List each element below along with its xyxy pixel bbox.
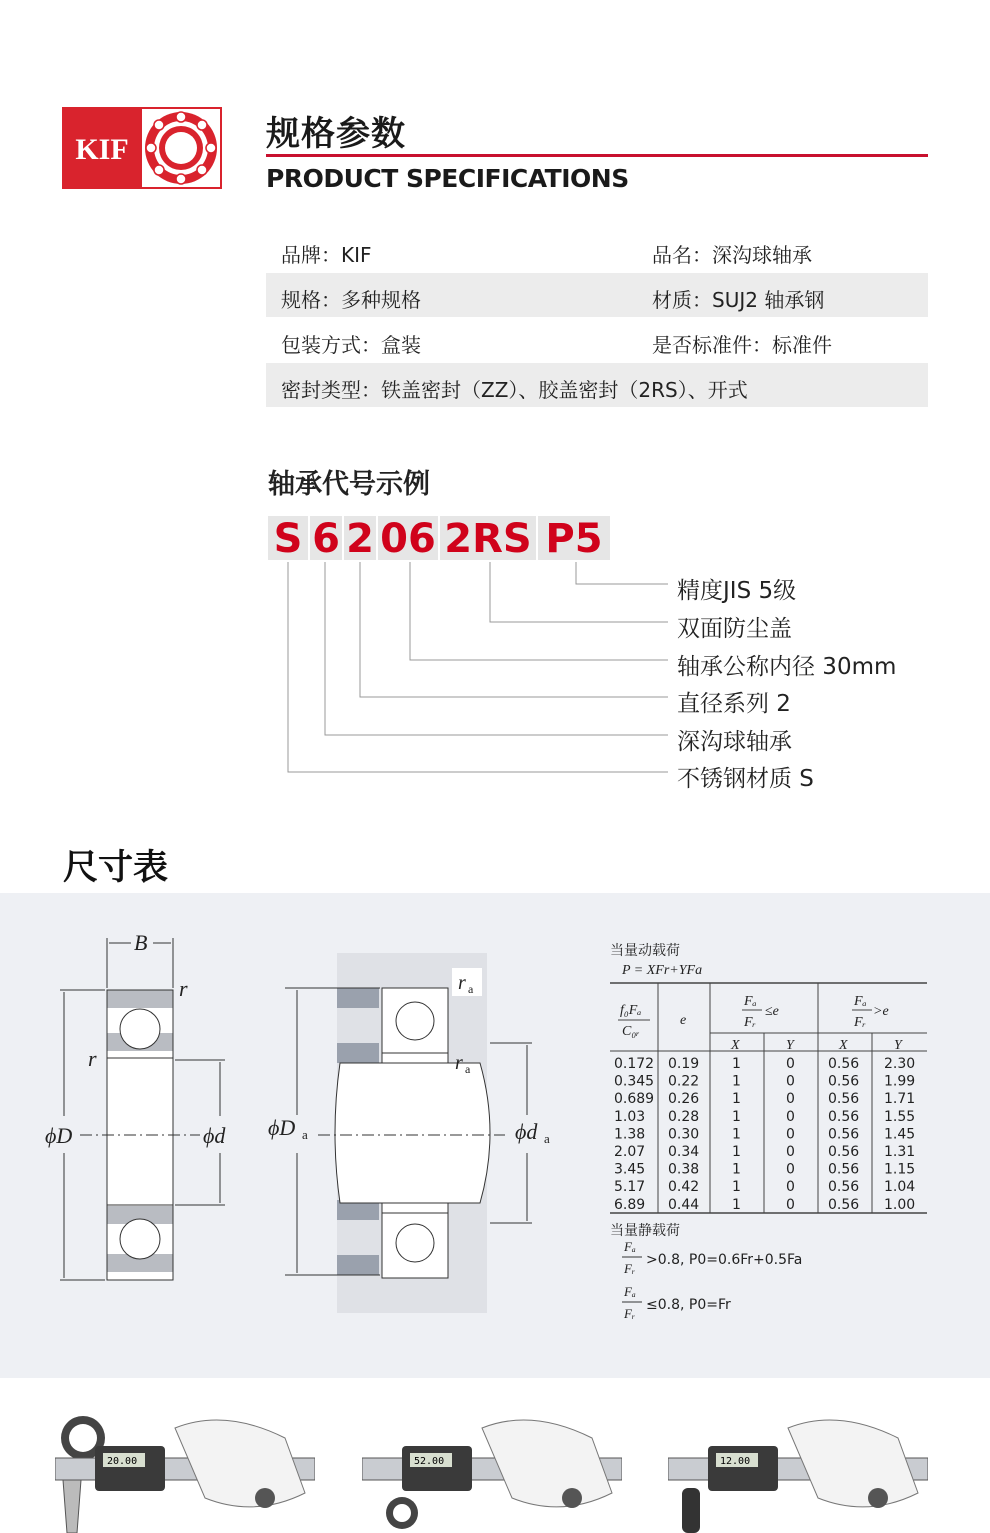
- load-table-cell: 0: [786, 1144, 795, 1160]
- load-table-cell: 0.56: [828, 1091, 860, 1108]
- load-table-cell: 0.56: [828, 1161, 860, 1178]
- cond-gt-e: >e: [873, 1004, 889, 1019]
- load-table-cell: 0: [786, 1179, 795, 1196]
- meaning-material: 不锈钢材质 S: [677, 766, 814, 792]
- load-table-cell: 0.56: [828, 1126, 860, 1143]
- load-table-cell: 1.71: [884, 1091, 916, 1108]
- load-table-cell: 5.17: [614, 1179, 646, 1196]
- caliper-photo-1: [55, 1398, 315, 1533]
- load-table-cell: 1: [732, 1179, 741, 1196]
- load-table-cell: 0.56: [828, 1056, 860, 1072]
- spec-standard: 是否标准件：标准件: [652, 333, 832, 357]
- load-table-cell: 0.56: [828, 1144, 860, 1160]
- label-ra-top-sub: a: [468, 982, 474, 996]
- label-r-top: r: [179, 976, 188, 1001]
- label-bore-diameter: ϕd: [203, 1123, 226, 1148]
- code-example-title: 轴承代号示例: [268, 469, 430, 500]
- load-table-cell: 1.00: [884, 1196, 916, 1213]
- svg-text:Fᵣ: Fᵣ: [624, 1261, 636, 1276]
- col-e: e: [680, 1013, 687, 1028]
- load-table-cell: 6.89: [614, 1196, 646, 1213]
- svg-text:f₀Fₐ: f₀Fₐ: [620, 1003, 642, 1018]
- load-table-cell: 0: [786, 1073, 795, 1090]
- svg-text:Fₐ: Fₐ: [624, 1284, 636, 1299]
- svg-text:Fₐ: Fₐ: [854, 994, 867, 1009]
- label-shaft-diameter: ϕd: [515, 1119, 538, 1144]
- caliper-photo-3: [668, 1398, 928, 1533]
- load-table-cell: 0.172: [614, 1056, 655, 1072]
- readout-3: 12.00: [720, 1456, 751, 1467]
- load-table-cell: 1: [732, 1196, 741, 1213]
- load-table-cell: 0.56: [828, 1108, 860, 1125]
- spec-brand: 品牌：KIF: [281, 243, 372, 267]
- measurement-photos: [0, 1378, 990, 1533]
- load-table-cell: 1: [732, 1126, 741, 1143]
- svg-text:Fᵣ: Fᵣ: [854, 1015, 866, 1030]
- load-table-cell: 1: [732, 1073, 741, 1090]
- load-table-cell: 0.38: [668, 1161, 700, 1178]
- label-housing-diameter-sub: a: [302, 1127, 308, 1142]
- load-table-cell: 0: [786, 1056, 795, 1072]
- load-table-cell: 0: [786, 1126, 795, 1143]
- svg-text:Fᵣ: Fᵣ: [744, 1015, 756, 1030]
- spec-seal-type: 密封类型：铁盖密封（ZZ）、胶盖密封（2RS）、开式: [281, 378, 748, 402]
- bearing-section-left: [60, 938, 225, 1280]
- load-table-cell: 1: [732, 1161, 741, 1178]
- dimension-title: 尺寸表: [63, 848, 169, 888]
- svg-text:Fᵣ: Fᵣ: [624, 1306, 636, 1321]
- load-table-cell: 1: [732, 1144, 741, 1160]
- code-part-2: 2: [344, 516, 376, 560]
- load-table-cell: 1: [732, 1056, 741, 1072]
- meaning-shield: 双面防尘盖: [677, 616, 792, 642]
- load-table-cell: 0.28: [668, 1108, 700, 1125]
- spec-material: 材质：SUJ2 轴承钢: [652, 288, 825, 312]
- load-table-cell: 1.38: [614, 1126, 646, 1143]
- load-table-cell: 0: [786, 1196, 795, 1213]
- code-part-6: 6: [310, 516, 342, 560]
- meaning-bore: 轴承公称内径 30mm: [677, 654, 897, 680]
- static-load-cond1: >0.8, P0=0.6Fr+0.5Fa: [646, 1252, 803, 1268]
- bearing-mounting-drawing: [285, 953, 532, 1313]
- load-table-cell: 1.99: [884, 1073, 916, 1090]
- static-load-cond2: ≤0.8, P0=Fr: [646, 1297, 731, 1313]
- load-table-cell: 1.03: [614, 1108, 646, 1125]
- label-outer-diameter: ϕD: [45, 1123, 73, 1148]
- load-table-cell: 3.45: [614, 1161, 646, 1178]
- load-table-cell: 1.15: [884, 1161, 916, 1178]
- load-table-cell: 2.07: [614, 1144, 646, 1160]
- spec-size: 规格：多种规格: [281, 288, 421, 312]
- load-table-cell: 0.30: [668, 1126, 700, 1143]
- dynamic-load-title: 当量动载荷: [610, 943, 680, 959]
- page-title-en: PRODUCT SPECIFICATIONS: [266, 164, 629, 193]
- load-table-cell: 0.56: [828, 1196, 860, 1213]
- cond-le-e: ≤e: [765, 1004, 779, 1019]
- load-table-cell: 1: [732, 1108, 741, 1125]
- load-table-cell: 0: [786, 1161, 795, 1178]
- spec-packaging: 包装方式：盒装: [281, 333, 421, 357]
- load-table-cell: 1.45: [884, 1126, 916, 1143]
- svg-text:C₀ᵣ: C₀ᵣ: [622, 1024, 640, 1039]
- spec-product-name: 品名：深沟球轴承: [652, 243, 812, 267]
- load-table-cell: 1.04: [884, 1179, 916, 1196]
- bearing-drawing: [0, 893, 990, 1378]
- col-x1: X: [731, 1038, 740, 1053]
- meaning-precision: 精度JIS 5级: [677, 578, 797, 604]
- static-load-title: 当量静载荷: [610, 1223, 680, 1239]
- label-r-side: r: [88, 1046, 97, 1071]
- label-housing-diameter: ϕD: [268, 1115, 296, 1140]
- load-table-cell: 2.30: [884, 1056, 916, 1072]
- code-part-2rs: 2RS: [440, 516, 536, 560]
- load-table-cell: 1: [732, 1091, 741, 1108]
- load-table-cell: 0: [786, 1108, 795, 1125]
- page-title-cn: 规格参数: [266, 114, 406, 154]
- load-table-cell: 0: [786, 1091, 795, 1108]
- label-shaft-diameter-sub: a: [544, 1131, 550, 1146]
- col-y2: Y: [894, 1038, 902, 1053]
- label-ra-top: r: [458, 972, 466, 994]
- meaning-diameter-series: 直径系列 2: [677, 691, 791, 717]
- load-table-cell: 0.19: [668, 1056, 700, 1072]
- load-table-cell: 0.345: [614, 1073, 655, 1090]
- caliper-photo-2: [362, 1398, 622, 1533]
- col-y1: Y: [786, 1038, 794, 1053]
- load-table-cell: 0.42: [668, 1179, 700, 1196]
- readout-2: 52.00: [414, 1456, 445, 1467]
- readout-1: 20.00: [107, 1456, 138, 1467]
- load-table-cell: 0.22: [668, 1073, 700, 1090]
- load-table-cell: 0.34: [668, 1144, 700, 1160]
- col-x2: X: [839, 1038, 848, 1053]
- load-table-cell: 0.44: [668, 1196, 700, 1213]
- load-table-cell: 0.56: [828, 1073, 860, 1090]
- logo-text: KIF: [75, 133, 129, 166]
- code-part-p5: P5: [538, 516, 610, 560]
- code-part-s: S: [268, 516, 308, 560]
- svg-text:Fₐ: Fₐ: [744, 994, 757, 1009]
- label-ra-side: r: [455, 1052, 463, 1074]
- meaning-type: 深沟球轴承: [677, 729, 792, 755]
- svg-text:Fₐ: Fₐ: [624, 1239, 636, 1254]
- code-part-06: 06: [378, 516, 438, 560]
- label-ra-side-sub: a: [465, 1062, 471, 1076]
- load-table-cell: 1.55: [884, 1108, 916, 1125]
- load-table-cell: 0.56: [828, 1179, 860, 1196]
- load-table-cell: 0.26: [668, 1091, 700, 1108]
- dynamic-load-formula: P = XFr+YFa: [622, 963, 703, 978]
- load-table-cell: 0.689: [614, 1091, 655, 1108]
- label-b: B: [134, 930, 148, 955]
- load-table-cell: 1.31: [884, 1144, 916, 1160]
